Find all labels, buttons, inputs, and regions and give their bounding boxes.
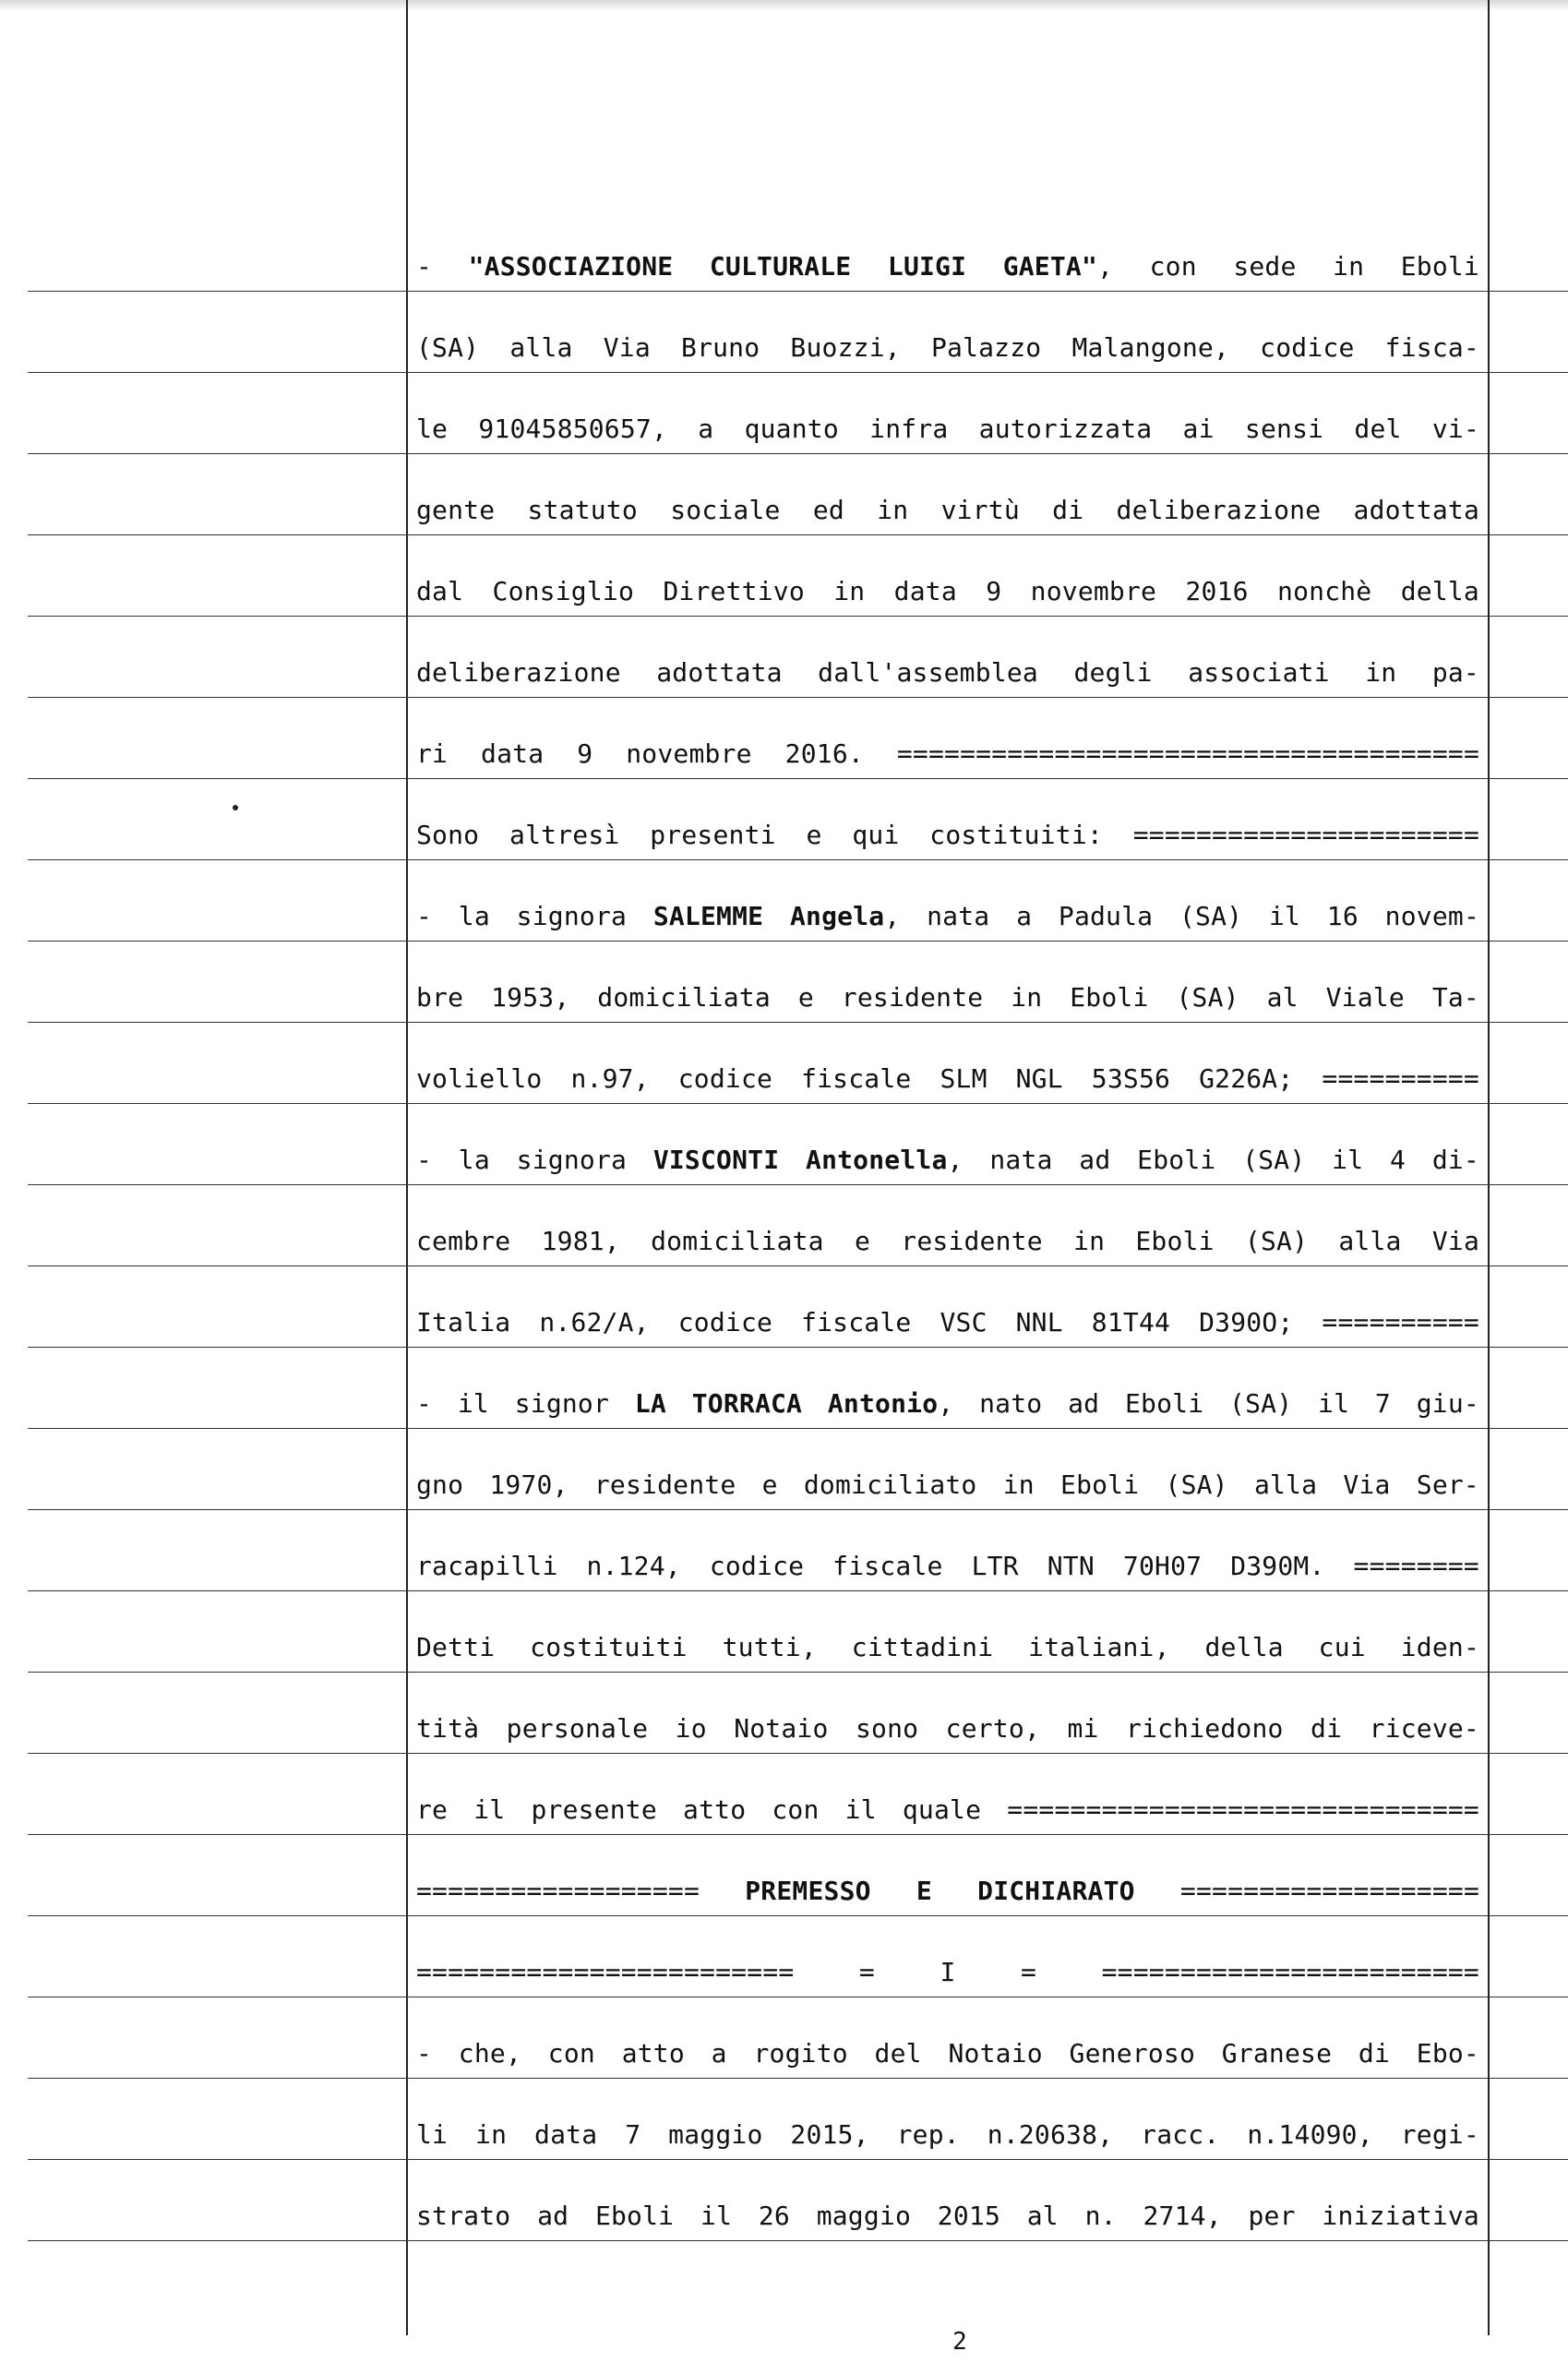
text-segment: , nata a Padula (SA) il 16 novem- <box>884 901 1479 931</box>
text-line <box>416 1632 1479 1663</box>
text-row <box>0 860 1568 942</box>
text-segment: Sono altresì presenti e qui costituiti: ====================== <box>416 820 1479 850</box>
text-row <box>0 1104 1568 1185</box>
text-segment: =================== <box>1134 1876 1479 1906</box>
text-segment: - il signor <box>416 1388 635 1419</box>
text-row <box>0 1023 1568 1104</box>
text-line <box>416 901 1479 932</box>
text-line <box>416 1388 1479 1420</box>
text-segment: ri data 9 novembre 2016. ===================================== <box>416 738 1479 769</box>
text-row <box>0 1673 1568 1754</box>
text-line <box>416 657 1479 689</box>
text-line <box>416 576 1479 607</box>
text-line <box>416 251 1479 282</box>
text-line <box>416 1713 1479 1745</box>
ruled-line <box>28 2240 1568 2242</box>
text-row <box>0 1348 1568 1429</box>
text-row <box>0 2160 1568 2241</box>
text-line <box>416 1469 1479 1501</box>
text-row <box>0 698 1568 779</box>
text-row <box>0 373 1568 454</box>
text-segment: strato ad Eboli il 26 maggio 2015 al n. 2714, per iniziativa <box>416 2201 1479 2231</box>
text-segment: gente statuto sociale ed in virtù di deliberazione adottata <box>416 495 1479 525</box>
text-segment: - che, con atto a rogito del Notaio Generoso Granese di Ebo- <box>416 2038 1479 2069</box>
text-row <box>0 1591 1568 1673</box>
text-segment: - la signora <box>416 1145 653 1175</box>
text-line <box>416 2119 1479 2151</box>
text-segment: deliberazione adottata dall'assemblea degli associati in pa- <box>416 657 1479 688</box>
text-segment: - <box>416 251 469 282</box>
text-row <box>0 454 1568 535</box>
text-row <box>0 1266 1568 1348</box>
text-segment: re il presente atto con il quale ============================== <box>416 1794 1479 1825</box>
text-segment: dal Consiglio Direttivo in data 9 novembre 2016 nonchè della <box>416 576 1479 606</box>
bold-text-segment: SALEMME Angela <box>652 901 885 931</box>
text-row <box>0 1510 1568 1591</box>
text-line <box>416 820 1479 851</box>
text-row <box>0 535 1568 617</box>
text-row <box>0 2079 1568 2160</box>
text-segment: , nata ad Eboli (SA) il 4 di- <box>947 1145 1479 1175</box>
text-row <box>0 779 1568 860</box>
text-segment: tità personale io Notaio sono certo, mi richiedono di riceve- <box>416 1713 1479 1744</box>
text-segment: voliello n.97, codice fiscale SLM NGL 53S56 G226A; ========== <box>416 1063 1479 1094</box>
text-segment: , nato ad Eboli (SA) il 7 giu- <box>938 1388 1479 1419</box>
text-segment: le 91045850657, a quanto infra autorizzata ai sensi del vi- <box>416 414 1479 444</box>
text-line <box>416 738 1479 770</box>
text-segment: Italia n.62/A, codice fiscale VSC NNL 81T44 D390O; ========== <box>416 1307 1479 1337</box>
text-line <box>416 2201 1479 2232</box>
text-segment: gno 1970, residente e domiciliato in Eboli (SA) alla Via Ser- <box>416 1469 1479 1500</box>
text-segment: cembre 1981, domiciliata e residente in Eboli (SA) alla Via <box>416 1226 1479 1256</box>
text-line <box>416 1307 1479 1338</box>
text-segment: Detti costituiti tutti, cittadini italiani, della cui iden- <box>416 1632 1479 1662</box>
text-segment: li in data 7 maggio 2015, rep. n.20638, racc. n.14090, regi- <box>416 2119 1479 2150</box>
text-row <box>0 1429 1568 1510</box>
text-segment: racapilli n.124, codice fiscale LTR NTN 70H07 D390M. ======== <box>416 1551 1479 1581</box>
deed-text-body <box>0 210 1568 2241</box>
text-row <box>0 1185 1568 1266</box>
text-row <box>0 617 1568 698</box>
text-line <box>416 495 1479 526</box>
text-line <box>416 1063 1479 1095</box>
text-segment: ======================== = I = ======================== <box>416 1957 1479 1987</box>
text-line <box>416 414 1479 445</box>
bold-text-segment: LA TORRACA Antonio <box>634 1388 939 1419</box>
text-line <box>416 1145 1479 1176</box>
bold-text-segment: PREMESSO E DICHIARATO <box>745 1876 1135 1906</box>
text-segment: - la signora <box>416 901 653 931</box>
text-row <box>0 942 1568 1023</box>
text-line <box>416 1794 1479 1826</box>
text-line <box>416 1957 1479 1988</box>
text-line <box>416 1551 1479 1582</box>
text-line <box>416 1876 1479 1907</box>
text-line <box>416 332 1479 364</box>
text-segment: (SA) alla Via Bruno Buozzi, Palazzo Malangone, codice fisca- <box>416 332 1479 363</box>
page-number: 2 <box>952 2328 967 2356</box>
bold-text-segment: "ASSOCIAZIONE CULTURALE LUIGI GAETA" <box>468 251 1098 282</box>
text-segment: bre 1953, domiciliata e residente in Eboli (SA) al Viale Ta- <box>416 982 1479 1013</box>
text-row <box>0 1835 1568 1916</box>
text-row <box>0 1754 1568 1835</box>
text-row <box>0 1997 1568 2079</box>
text-line <box>416 982 1479 1014</box>
text-segment: ================== <box>416 1876 746 1906</box>
scan-top-edge <box>0 0 1568 11</box>
text-row <box>0 1916 1568 1997</box>
text-line <box>416 2038 1479 2069</box>
text-line <box>416 1226 1479 1257</box>
text-row <box>0 210 1568 292</box>
text-row <box>0 292 1568 373</box>
bold-text-segment: VISCONTI Antonella <box>652 1145 948 1175</box>
text-segment: , con sede in Eboli <box>1097 251 1479 282</box>
